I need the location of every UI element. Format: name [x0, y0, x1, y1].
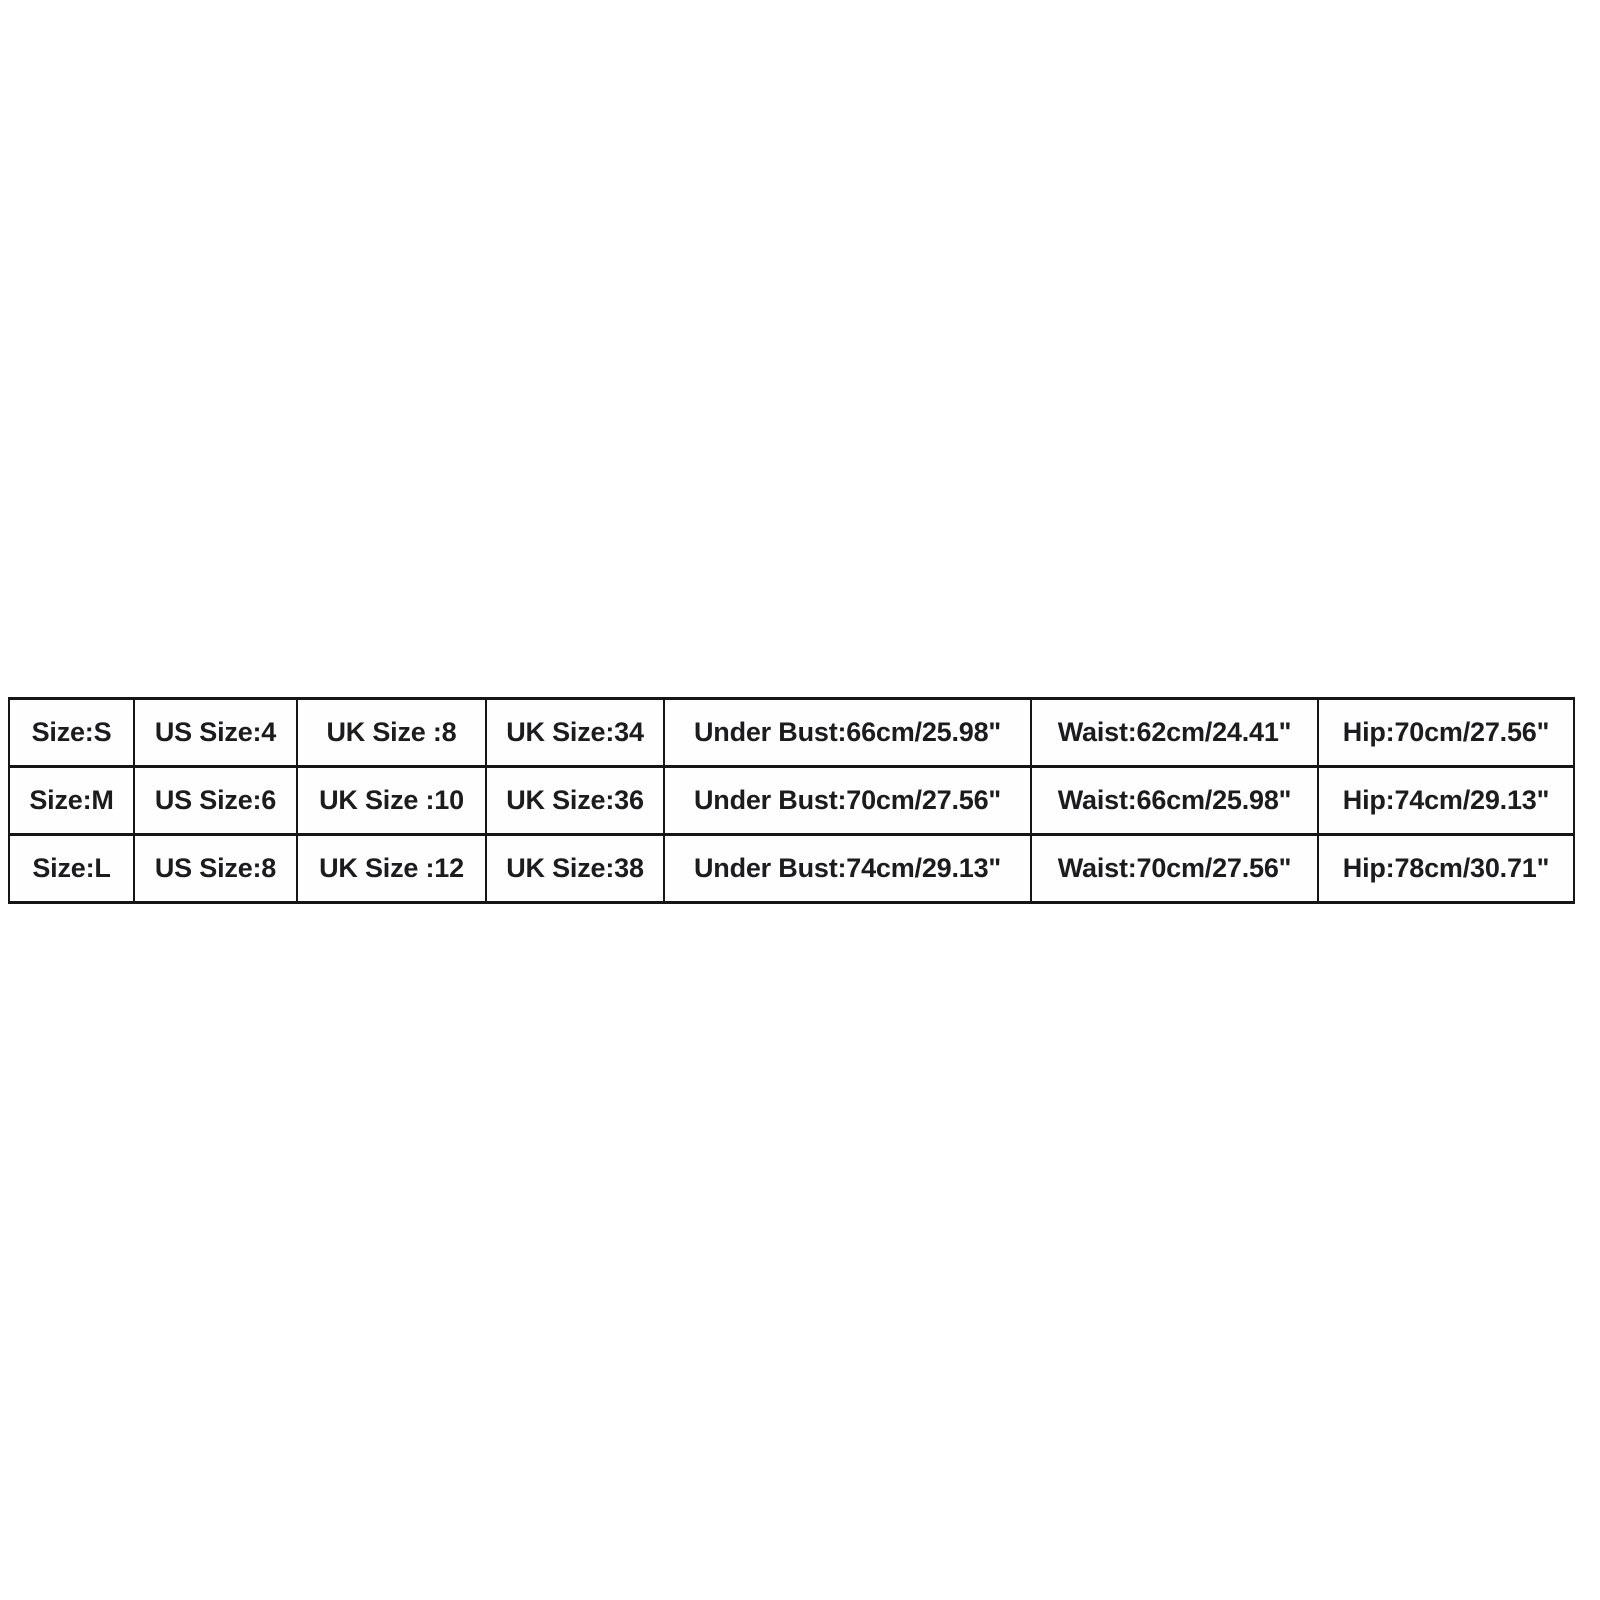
- cell-under-bust: Under Bust:66cm/25.98": [664, 699, 1031, 767]
- cell-hip: Hip:70cm/27.56": [1318, 699, 1574, 767]
- cell-waist: Waist:62cm/24.41": [1031, 699, 1318, 767]
- cell-uk-size: UK Size :12: [297, 835, 486, 903]
- cell-uk-size: UK Size :8: [297, 699, 486, 767]
- cell-uk-size: UK Size :10: [297, 767, 486, 835]
- cell-us-size: US Size:8: [134, 835, 297, 903]
- cell-hip: Hip:74cm/29.13": [1318, 767, 1574, 835]
- cell-under-bust: Under Bust:70cm/27.56": [664, 767, 1031, 835]
- cell-under-bust: Under Bust:74cm/29.13": [664, 835, 1031, 903]
- cell-eu-size: UK Size:36: [486, 767, 664, 835]
- cell-eu-size: UK Size:34: [486, 699, 664, 767]
- cell-eu-size: UK Size:38: [486, 835, 664, 903]
- cell-us-size: US Size:4: [134, 699, 297, 767]
- size-chart: [8, 697, 1575, 904]
- cell-hip: Hip:78cm/30.71": [1318, 835, 1574, 903]
- cell-us-size: US Size:6: [134, 767, 297, 835]
- cell-size: Size:M: [9, 767, 134, 835]
- cell-size: Size:L: [9, 835, 134, 903]
- table-row-size-m: [9, 767, 1574, 835]
- cell-waist: Waist:70cm/27.56": [1031, 835, 1318, 903]
- cell-waist: Waist:66cm/25.98": [1031, 767, 1318, 835]
- table-row-size-s: [9, 699, 1574, 767]
- table-row-size-l: [9, 835, 1574, 903]
- cell-size: Size:S: [9, 699, 134, 767]
- size-chart-table: [8, 697, 1575, 904]
